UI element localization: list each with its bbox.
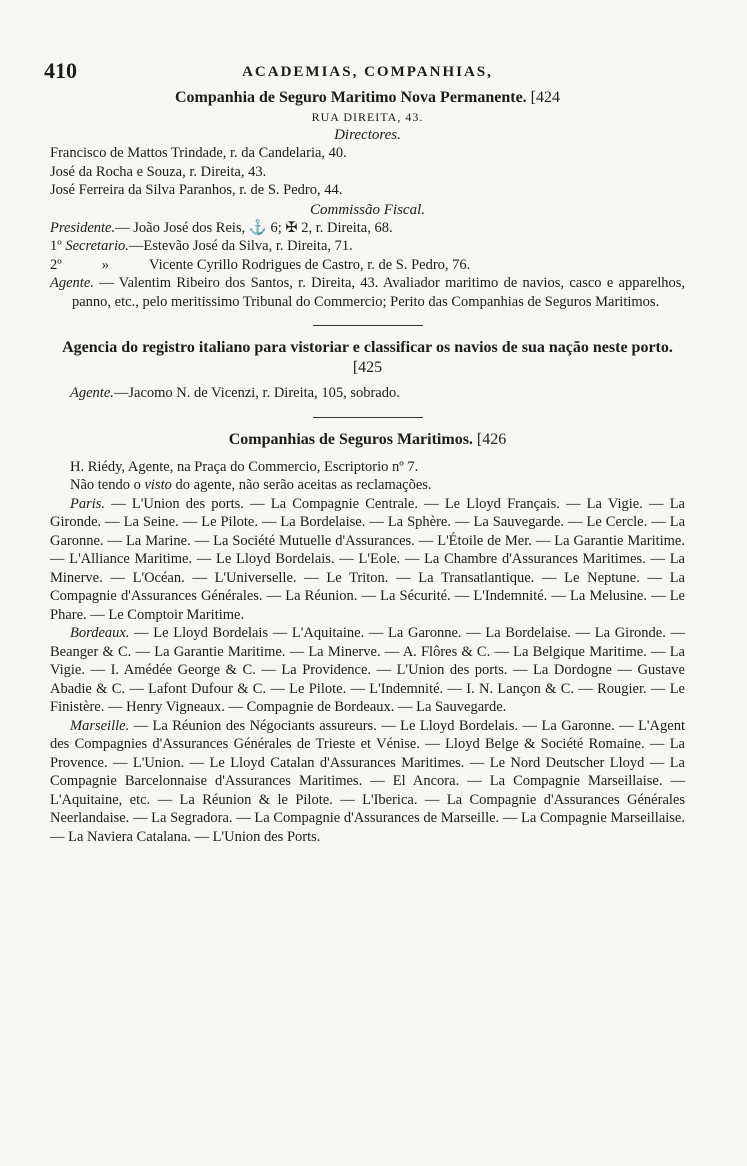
presidente-text: — João José dos Reis, ⚓ 6; ✠ 2, r. Direita, 68. — [115, 219, 393, 236]
section-425-title-text: Agencia do registro italiano para vistoriar e classificar os navios de sua nação neste porto. — [62, 339, 673, 356]
director-entry: Francisco de Mattos Trindade, r. da Candelaria, 40. — [50, 145, 347, 161]
section-424-title — [50, 88, 685, 108]
section-426-notice — [50, 476, 685, 495]
paris-text: — L'Union des ports. — La Compagnie Centrale. — Le Lloyd Français. — La Vigie. — La Gironde. — La Seine. — Le Pilote. — La Bordelaise. — La Sphère. — La Sauvegarde. — Le Cercle. — La Garonne. — La Marine. — La Société Mutuelle d'Assurances. — L'Étoile de Mer. — La Garantie Maritime. — L'Alliance Maritime. — Le Lloyd Bordelais. — L'Eole. — La Chambre d'Assurances Maritimes. — La Minerve. — L'Océan. — L'Universelle. — Le Triton. — La Transatlantique. — Le Neptune. — La Compagnie d'Assurances Générales. — La Réunion. — La Sécurité. — L'Indemnité. — La Melusine. — Le Phare. — Le Comptoir Maritime. — [50, 495, 685, 623]
bordeaux-paragraph — [50, 624, 685, 717]
director-entry: José da Rocha e Souza, r. Direita, 43. — [50, 163, 267, 180]
agente-entry — [50, 274, 685, 311]
section-426-ref: [426 — [476, 430, 507, 448]
section-divider — [313, 325, 423, 326]
marseille-label: Marseille. — [70, 717, 130, 734]
paris-paragraph — [50, 495, 685, 625]
director-entry: José Ferreira da Silva Paranhos, r. de S. Pedro, 44. — [50, 182, 343, 198]
marseille-text: — La Réunion des Négociants assureurs. — Le Lloyd Bordelais. — La Garonne. — L'Agent des Compagnies d'Assurances Générales de Trieste et Vénise. — Lloyd Belge & Société Romaine. — La Provence. — L'Union. — Le Lloyd Catalan d'Assurances Maritimes. — Le Nord Deutscher Lloyd — La Compagnie Barcelonnaise d'Assurances Maritimes. — El Ancora. — La Compagnie Marseillaise. — L'Aquitaine, etc. — La Réunion & le Pilote. — L'Iberica. — La Compagnie d'Assurances Générales Neerlandaise. — La Segradora. — La Compagnie d'Assurances de Marseille. — La Compagnie Marseillaise. — La Naviera Catalana. — L'Union des Ports. — [50, 717, 685, 845]
secretario-2-text: Vicente Cyrillo Rodrigues de Castro, r. de S. Pedro, 76. — [149, 256, 471, 273]
agente-label: Agente. — [50, 275, 94, 291]
section-425-title — [50, 338, 685, 378]
notice-text-visto: visto — [144, 477, 172, 493]
secretario-1-entry — [50, 237, 685, 256]
secretario-1-label: Secretario. — [65, 238, 129, 254]
secretario-1-prefix: 1º — [50, 238, 62, 254]
section-425-agente — [50, 384, 685, 403]
running-title: ACADEMIAS, COMPANHIAS, — [242, 64, 493, 80]
presidente-label: Presidente. — [50, 219, 116, 236]
section-424-ref: [424 — [530, 89, 560, 106]
page-number: 410 — [44, 58, 77, 83]
secretario-2-ditto: » — [101, 256, 109, 273]
agente-text: — Valentim Ribeiro dos Santos, r. Direita, 43. Avaliador maritimo de navios, casco e apparelhos, panno, etc., pelo meritissimo Tribunal do Commercio; Perito das Companhias de Seguros Maritimos. — [72, 275, 685, 310]
page-header — [44, 52, 685, 83]
bordeaux-text: — Le Lloyd Bordelais — L'Aquitaine. — La Garonne. — La Bordelaise. — La Gironde. — Beanger & C. — La Garantie Maritime. — La Minerve. — A. Flôres & C. — La Belgique Maritime. — La Vigie. — I. Amédée George & C. — La Providence. — L'Union des ports. — La Dordogne — Gustave Abadie & C. — Lafont Dufour & C. — Le Pilote. — L'Indemnité. — I. N. Lançon & C. — Rougier. — Le Finistère. — Henry Vigneaux. — Compagnie de Bordeaux. — La Sauvegarde. — [50, 625, 685, 715]
section-424-address: RUA DIREITA, 43. — [311, 110, 424, 124]
section-426-agent-line: H. Riédy, Agente, na Praça do Commercio, Escriptorio nº 7. — [70, 458, 419, 475]
commission-heading: Commissão Fiscal. — [309, 201, 425, 218]
notice-text-a: Não tendo o — [70, 477, 145, 493]
secretario-1-text: —Estevão José da Silva, r. Direita, 71. — [128, 238, 353, 254]
paris-label: Paris. — [70, 495, 106, 512]
section-426-title — [50, 430, 685, 450]
presidente-entry — [50, 219, 685, 238]
marseille-paragraph — [50, 717, 685, 847]
bordeaux-label: Bordeaux. — [70, 625, 130, 641]
secretario-2-prefix: 2º — [50, 256, 62, 273]
notice-text-b: do agente, não serão aceitas as reclamações. — [171, 477, 432, 493]
directors-heading: Directores. — [334, 127, 401, 143]
section-425-agente-text: —Jacomo N. de Vicenzi, r. Direita, 105, sobrado. — [113, 385, 400, 401]
section-424-title-text: Companhia de Seguro Maritimo Nova Permanente. — [175, 89, 527, 106]
section-426-title-text: Companhias de Seguros Maritimos. — [228, 430, 473, 448]
section-divider — [313, 417, 423, 418]
section-425-agente-label: Agente. — [70, 385, 114, 401]
section-425-ref: [425 — [352, 359, 383, 376]
secretario-2-entry — [50, 256, 685, 275]
